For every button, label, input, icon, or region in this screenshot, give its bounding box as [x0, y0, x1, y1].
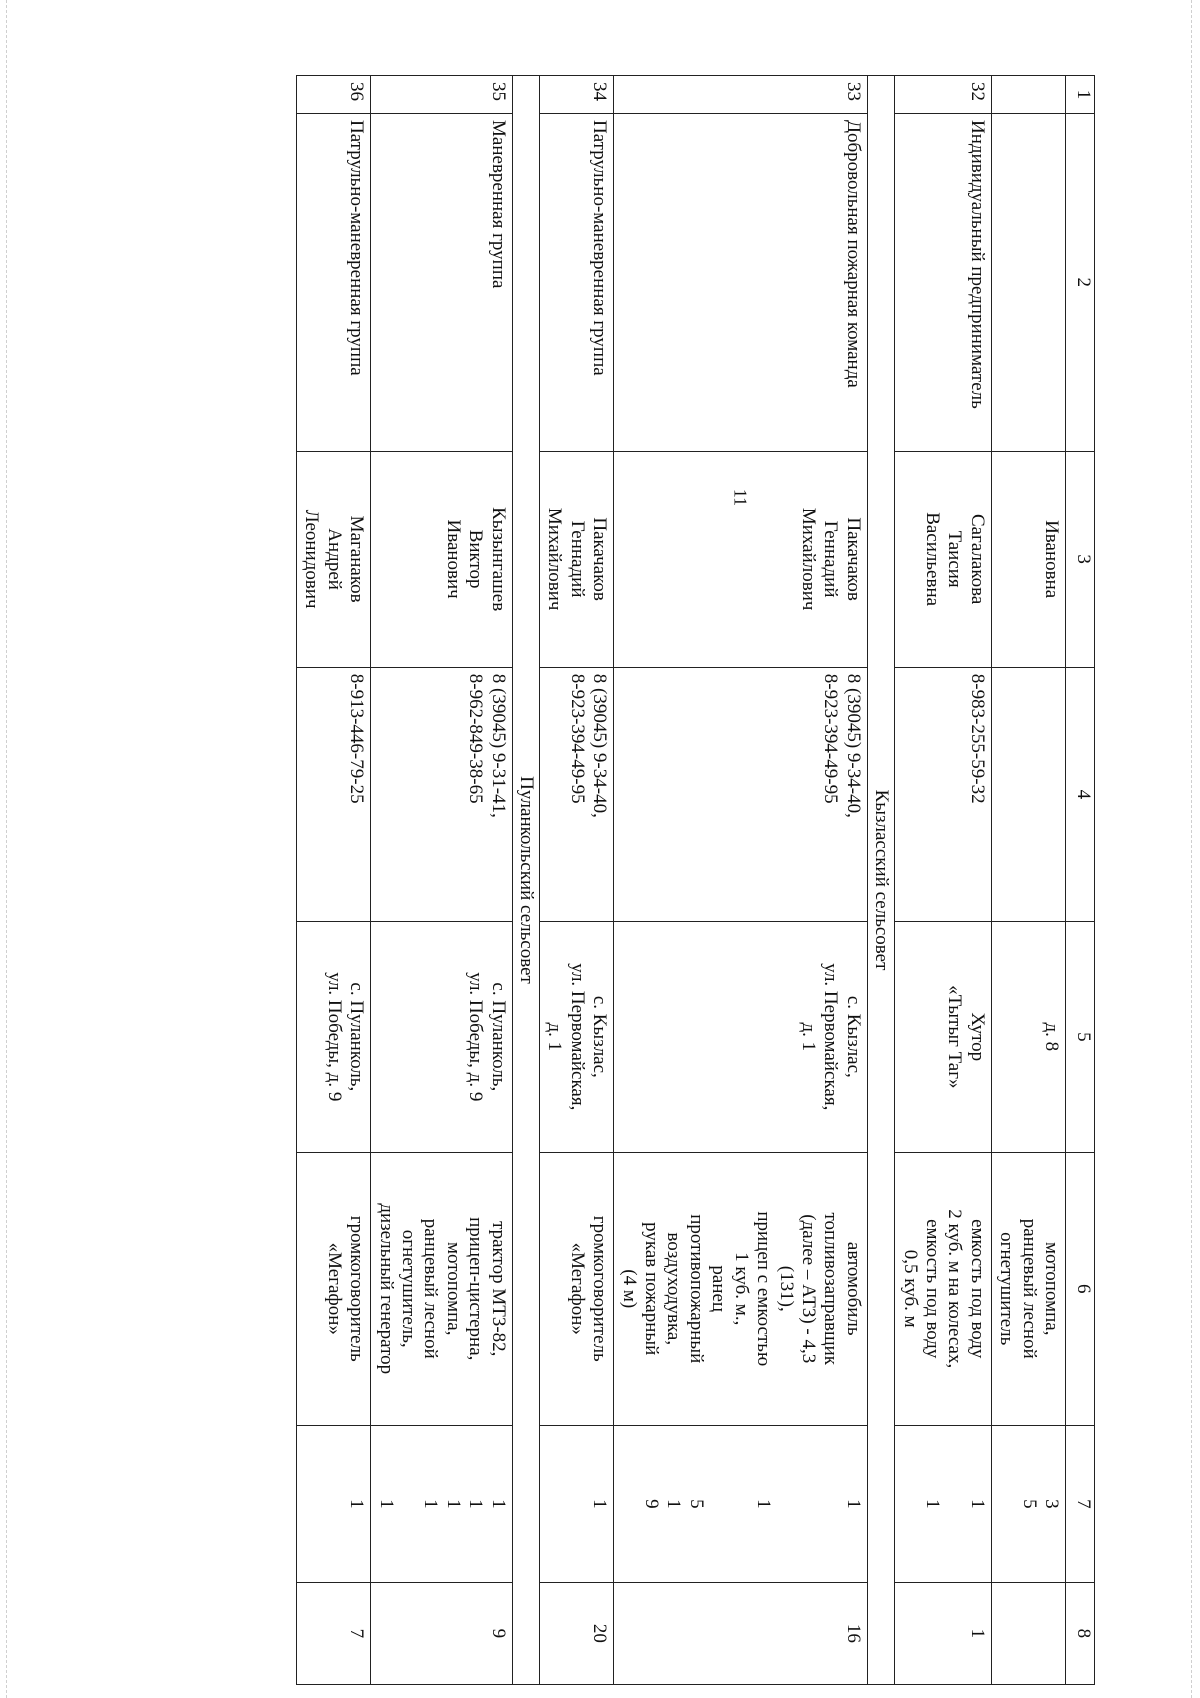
equipment-list-line: «Мегафон»	[323, 1242, 345, 1335]
address-line: с. Кызлас,	[589, 995, 611, 1078]
equipment-list-line: прицеп с емкостью	[753, 1211, 775, 1367]
table-row	[895, 76, 992, 1685]
equipment-quantity-line: 1	[442, 1499, 464, 1509]
responsible-person	[614, 451, 867, 667]
phone-numbers	[895, 667, 992, 921]
responsible-person-line: Маганаков	[346, 515, 368, 603]
equipment-list-line: мотопомпа,	[1041, 1241, 1062, 1336]
equipment-list	[991, 1152, 1065, 1425]
responsible-person	[895, 451, 992, 667]
equipment-list-line: (131),	[775, 1265, 797, 1312]
equipment-list-line: 1 куб. м.,	[730, 1252, 752, 1326]
page-edge-left	[6, 0, 7, 1698]
equipment-list-line: огнетушитель	[996, 1232, 1018, 1346]
equipment-quantity-line	[729, 1432, 751, 1576]
column-number-row	[1066, 76, 1095, 1685]
equipment-table	[296, 75, 1095, 1685]
row-number: 34	[540, 76, 614, 114]
section-row	[512, 76, 539, 1685]
responsible-person	[297, 451, 371, 667]
address-line: с. Пуланколь,	[487, 982, 509, 1092]
equipment-list	[895, 1152, 992, 1425]
phone-numbers-line: 8-913-446-79-25	[346, 673, 368, 804]
phone-numbers-line	[1040, 674, 1062, 915]
phone-numbers-line: 8 (39045) 9-34-40,	[842, 673, 864, 818]
equipment-list-line: дизельный генератор	[375, 1203, 397, 1375]
equipment-list-line: (далее – АТЗ) - 4,3	[797, 1214, 819, 1364]
equipment-list	[371, 1152, 512, 1425]
responsible-person-line: Васильевна	[921, 512, 943, 607]
phone-numbers-line: 8-983-255-59-32	[966, 673, 988, 804]
equipment-quantity	[895, 1425, 992, 1582]
address-line: ул. Первомайская,	[566, 963, 588, 1111]
equipment-list-line: автомобиль	[842, 1241, 864, 1336]
table-row	[297, 76, 371, 1685]
equipment-quantity-line: 1	[375, 1499, 397, 1509]
equipment-quantity-line	[943, 1432, 965, 1576]
equipment-quantity	[297, 1425, 371, 1582]
section-title: Пуланкольский сельсовет	[512, 76, 539, 1685]
personnel-total: 20	[540, 1582, 614, 1684]
equipment-quantity-line: 1	[589, 1499, 611, 1509]
equipment-quantity	[371, 1425, 512, 1582]
address-line: ул. Победы, д. 9	[465, 972, 487, 1102]
responsible-person-line: Геннадий	[820, 520, 842, 598]
responsible-person-line: Виктор	[465, 529, 487, 589]
equipment-list-line: топливозаправщик	[820, 1212, 842, 1365]
equipment-quantity-line: 1	[842, 1499, 864, 1509]
equipment-list	[614, 1152, 867, 1425]
personnel-total: 9	[371, 1582, 512, 1684]
address	[991, 922, 1065, 1153]
equipment-list-line: огнетушитель,	[398, 1229, 420, 1348]
responsible-person	[991, 451, 1065, 667]
unit-type: Добровольная пожарная команда	[614, 114, 867, 451]
address	[371, 922, 512, 1153]
responsible-person-line: Леонидович	[301, 509, 323, 609]
equipment-quantity	[614, 1425, 867, 1582]
responsible-person-line: Геннадий	[566, 520, 588, 598]
address-line: д. 1	[544, 1022, 566, 1052]
address-line: «Тытыг Таг»	[944, 985, 966, 1089]
section-title: Кызласский сельсовет	[867, 76, 894, 1685]
column-header: 4	[1066, 667, 1095, 921]
equipment-list-line: 0,5 куб. м	[899, 1249, 921, 1328]
row-number	[991, 76, 1065, 114]
unit-type: Патрульно-маневренная группа	[297, 114, 371, 451]
column-header: 8	[1066, 1582, 1095, 1684]
address	[297, 922, 371, 1153]
phone-numbers-line: 8 (39045) 9-34-40,	[589, 673, 611, 818]
table-row	[991, 76, 1065, 1685]
table-body	[297, 76, 1066, 1685]
equipment-list-line: громкоговоритель	[589, 1215, 611, 1362]
equipment-quantity-line: 1	[753, 1499, 775, 1509]
responsible-person	[371, 451, 512, 667]
equipment-quantity-line: 9	[641, 1499, 663, 1509]
responsible-person-line: Ивановна	[1041, 520, 1062, 599]
equipment-quantity-line: 1	[346, 1499, 368, 1509]
table-row	[614, 76, 867, 1685]
equipment-quantity-line: 1	[921, 1499, 943, 1509]
equipment-quantity-line	[774, 1432, 796, 1576]
equipment-list	[297, 1152, 371, 1425]
phone-numbers-line: 8-923-394-49-95	[566, 673, 588, 804]
equipment-list-line: емкость под воду	[966, 1219, 988, 1359]
equipment-list	[540, 1152, 614, 1425]
responsible-person-line: Таисия	[944, 530, 966, 588]
equipment-quantity-line: 5	[1018, 1499, 1040, 1509]
column-header: 5	[1066, 922, 1095, 1153]
phone-numbers	[297, 667, 371, 921]
address	[540, 922, 614, 1153]
column-header: 2	[1066, 114, 1095, 451]
column-header: 3	[1066, 451, 1095, 667]
equipment-list-line: «Мегафон»	[566, 1242, 588, 1335]
responsible-person-line: Пакачаков	[842, 517, 864, 601]
equipment-quantity-line: 1	[420, 1499, 442, 1509]
equipment-quantity-line: 3	[1041, 1499, 1062, 1509]
responsible-person-line: Андрей	[323, 528, 345, 590]
unit-type: Маневренная группа	[371, 114, 512, 451]
responsible-person	[540, 451, 614, 667]
page-number: 11	[730, 488, 751, 507]
phone-numbers-line: 8-962-849-38-65	[465, 673, 487, 804]
personnel-total: 16	[614, 1582, 867, 1684]
equipment-quantity-line	[397, 1432, 419, 1576]
equipment-quantity-line: 5	[685, 1499, 707, 1509]
equipment-quantity-line	[797, 1432, 819, 1576]
unit-type: Индивидуальный предприниматель	[895, 114, 992, 451]
personnel-total: 7	[297, 1582, 371, 1684]
equipment-list-line: трактор МТЗ-82,	[487, 1221, 509, 1357]
equipment-quantity-line: 1	[663, 1499, 685, 1509]
page-edge-right	[1191, 0, 1192, 1698]
equipment-list-line: мотопомпа,	[442, 1241, 464, 1336]
address	[895, 922, 992, 1153]
address-line: д. 1	[797, 1022, 819, 1052]
column-header: 6	[1066, 1152, 1095, 1425]
phone-numbers	[991, 667, 1065, 921]
address-line: ул. Первомайская,	[820, 963, 842, 1111]
equipment-list-line: ранец	[708, 1265, 730, 1313]
equipment-list-line: прицеп-цистерна,	[465, 1217, 487, 1361]
address-line: с. Кызлас,	[842, 995, 864, 1078]
equipment-list-line: ранцевый лесной	[420, 1218, 442, 1359]
equipment-list-line: (4 м)	[618, 1269, 640, 1309]
equipment-list-line: рукав пожарный	[641, 1222, 663, 1356]
phone-numbers	[614, 667, 867, 921]
row-number: 33	[614, 76, 867, 114]
equipment-quantity-line: 1	[966, 1499, 988, 1509]
address-line: Хутор	[966, 1012, 988, 1062]
equipment-list-line: противопожарный	[685, 1214, 707, 1364]
row-number: 32	[895, 76, 992, 114]
responsible-person-line: Кызынгашев	[487, 507, 509, 612]
equipment-list-line: громкоговоритель	[346, 1215, 368, 1362]
equipment-quantity	[540, 1425, 614, 1582]
equipment-quantity-line	[819, 1432, 841, 1576]
equipment-quantity-line: 1	[487, 1499, 509, 1509]
phone-numbers-line: 8-923-394-49-95	[820, 673, 842, 804]
column-header: 1	[1066, 76, 1095, 114]
personnel-total	[991, 1582, 1065, 1684]
address	[614, 922, 867, 1153]
equipment-list-line: емкость под воду	[921, 1219, 943, 1359]
rotated-table-wrapper	[155, 75, 1095, 1685]
section-row	[867, 76, 894, 1685]
responsible-person-line: Сагалакова	[966, 513, 988, 605]
phone-numbers-line: 8 (39045) 9-31-41,	[487, 673, 509, 818]
column-header: 7	[1066, 1425, 1095, 1582]
responsible-person-line: Пакачаков	[589, 517, 611, 601]
equipment-list-line: 2 куб. м на колесах,	[944, 1209, 966, 1369]
equipment-list-line: ранцевый лесной	[1018, 1218, 1040, 1359]
phone-numbers	[371, 667, 512, 921]
equipment-list-line: воздуходувка,	[663, 1232, 685, 1346]
unit-type	[991, 114, 1065, 451]
phone-numbers	[540, 667, 614, 921]
equipment-quantity-line: 1	[465, 1499, 487, 1509]
table-row	[540, 76, 614, 1685]
row-number: 35	[371, 76, 512, 114]
address-line: с. Пуланколь,	[346, 982, 368, 1092]
responsible-person-line: Михайлович	[544, 507, 566, 611]
unit-type: Патрульно-маневренная группа	[540, 114, 614, 451]
responsible-person-line: Иванович	[442, 519, 464, 599]
responsible-person-line: Михайлович	[797, 507, 819, 611]
address-line: д. 8	[1041, 1022, 1062, 1052]
personnel-total: 1	[895, 1582, 992, 1684]
address-line: ул. Победы, д. 9	[323, 972, 345, 1102]
equipment-quantity	[991, 1425, 1065, 1582]
table-row	[371, 76, 512, 1685]
row-number: 36	[297, 76, 371, 114]
equipment-quantity-line	[707, 1432, 729, 1576]
